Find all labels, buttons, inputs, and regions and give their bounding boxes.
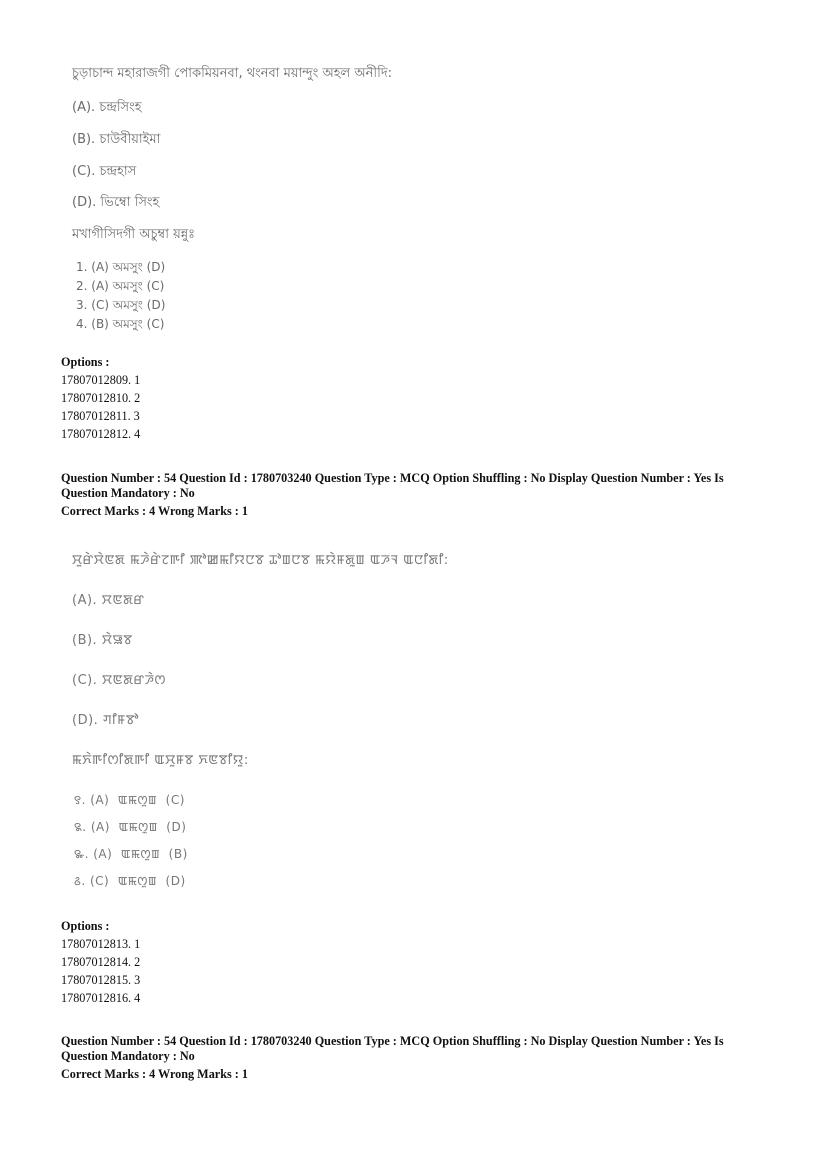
- question-1-match-prompt: মখাগীসিদগী অচুম্বা য়ন্নুঃ: [72, 227, 196, 242]
- question-2-answer-1: ꯱. (A) ꯑꯃꯁꯨꯡ (C): [74, 793, 185, 807]
- question-header-3: [61, 1034, 761, 1082]
- question-1-choice-d: (D). ভিম্বো সিংহ: [72, 195, 160, 210]
- question-meta-line: Question Number : 54 Question Id : 1780703240 Question Type : MCQ Option Shuffling : No Display Question Number : Yes Is: [61, 1034, 724, 1048]
- option-code: 17807012814. 2: [61, 955, 141, 969]
- question-mandatory-line: Question Mandatory : No: [61, 1049, 195, 1063]
- question-2-stem: ꯆꯨꯔꯥꯆꯥꯟꯗ ꯃꯍꯥꯔꯥꯖꯒꯤ ꯄꯣꯀꯃꯤꯌꯅꯕ ꯊꯣꯡꯅꯕ ꯃꯌꯥꯝꯗꯨꯡ ꯑꯍꯜ ꯑꯅꯤꯗꯤ:: [72, 553, 449, 568]
- question-header-2: [61, 471, 761, 519]
- option-code: 17807012812. 4: [61, 427, 141, 441]
- question-2-choice-d: (D). ꯚꯤꯝꯕꯣ: [72, 713, 139, 728]
- options-block-1: [61, 355, 140, 442]
- option-code: 17807012811. 3: [61, 409, 140, 423]
- option-code: 17807012810. 2: [61, 391, 141, 405]
- marks-line: Correct Marks : 4 Wrong Marks : 1: [61, 504, 248, 518]
- options-block-2: [61, 919, 140, 1006]
- question-2-choice-b: (B). ꯆꯥꯎꯕ: [72, 633, 133, 648]
- question-2-answer-3: ꯳. (A) ꯑꯃꯁꯨꯡ (B): [74, 847, 188, 861]
- question-1-stem: চুড়াচান্দ মহারাজগী পোকমিয়নবা, থংনবা ময়ান্দুং অহল অনীদি:: [72, 66, 393, 81]
- question-1-answer-3: 3. (C) অমসুং (D): [76, 298, 166, 312]
- question-1-choice-c: (C). চন্দ্রহাস: [72, 164, 137, 179]
- question-1-answer-2: 2. (A) অমসুং (C): [76, 279, 165, 293]
- question-2-choice-a: (A). ꯆꯟꯗꯔ: [72, 593, 145, 608]
- option-code: 17807012816. 4: [61, 991, 141, 1005]
- question-1-choice-b: (B). চাউবীয়াইমা: [72, 132, 161, 147]
- marks-line: Correct Marks : 4 Wrong Marks : 1: [61, 1067, 248, 1081]
- question-2-choice-c: (C). ꯆꯟꯗꯔꯍꯥꯁ: [72, 673, 166, 688]
- option-code: 17807012809. 1: [61, 373, 141, 387]
- question-2-match-prompt: ꯃꯈꯥꯒꯤꯁꯤꯗꯒꯤ ꯑꯆꯨꯝꯕ ꯈꯟꯕꯤꯌꯨ:: [72, 753, 249, 768]
- question-2-answer-4: ꯴. (C) ꯑꯃꯁꯨꯡ (D): [74, 874, 186, 888]
- option-code: 17807012813. 1: [61, 937, 141, 951]
- options-label: Options :: [61, 919, 110, 933]
- option-code: 17807012815. 3: [61, 973, 141, 987]
- question-1-choice-a: (A). চন্দ্রসিংহ: [72, 100, 142, 115]
- question-meta-line: Question Number : 54 Question Id : 1780703240 Question Type : MCQ Option Shuffling : No Display Question Number : Yes Is: [61, 471, 724, 485]
- question-2-answer-2: ꯲. (A) ꯑꯃꯁꯨꯡ (D): [74, 820, 187, 834]
- options-label: Options :: [61, 355, 110, 369]
- question-1-answer-4: 4. (B) অমসুং (C): [76, 317, 165, 331]
- question-1-answer-1: 1. (A) অমসুং (D): [76, 260, 166, 274]
- question-mandatory-line: Question Mandatory : No: [61, 486, 195, 500]
